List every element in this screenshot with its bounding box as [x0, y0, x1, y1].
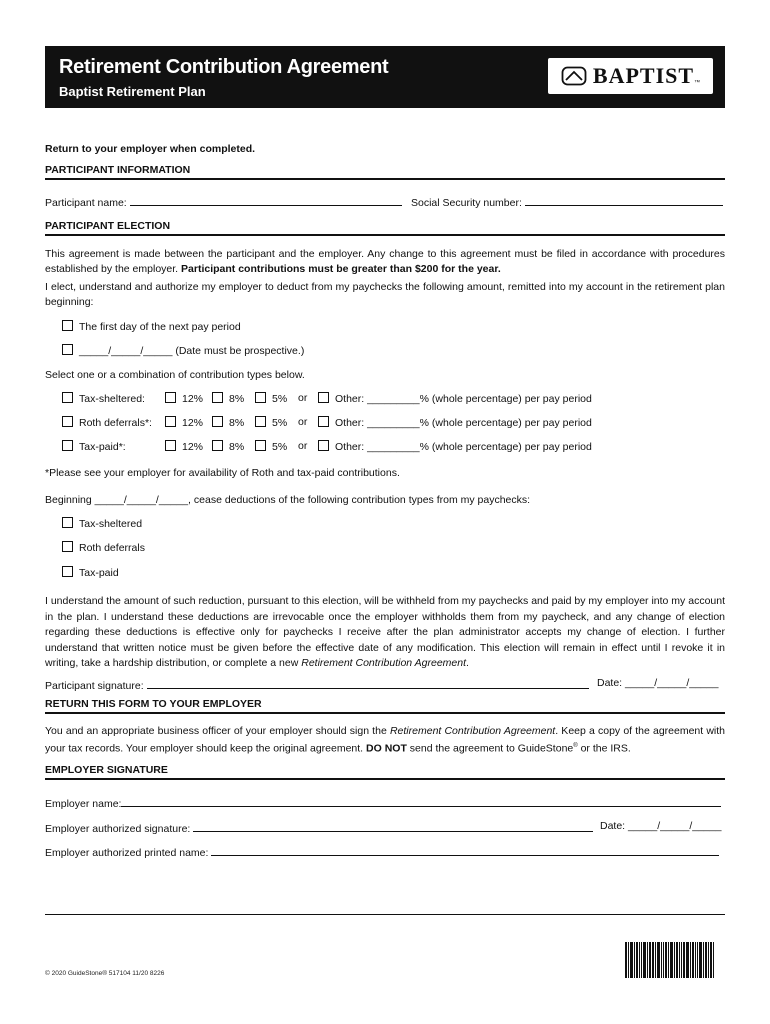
or-text: or [298, 440, 308, 452]
return-text-d: or the IRS. [580, 742, 631, 755]
percent-8: 8% [229, 441, 245, 453]
checkbox[interactable] [318, 440, 329, 451]
cease-option-label: Tax-sheltered [79, 518, 143, 530]
checkbox[interactable] [62, 541, 73, 552]
logo-trademark: ™ [694, 80, 701, 86]
checkbox[interactable] [62, 392, 73, 403]
checkbox[interactable] [212, 392, 223, 403]
option2-label: _____/_____/_____ (Date must be prospective.) [79, 345, 305, 357]
participant-signature-field[interactable] [147, 677, 589, 689]
percent-5: 5% [272, 393, 288, 405]
participant-name-row [45, 194, 402, 209]
percent-12: 12% [182, 393, 204, 405]
checkbox[interactable] [165, 440, 176, 451]
employer-name-label: Employer name: [45, 798, 122, 810]
percent-5: 5% [272, 441, 288, 453]
checkbox[interactable] [255, 392, 266, 403]
other-percent[interactable]: Other: _________% (whole percentage) per pay period [335, 417, 592, 429]
checkbox[interactable] [212, 416, 223, 427]
checkbox[interactable] [212, 440, 223, 451]
form-page [45, 46, 726, 977]
participant-name-field[interactable] [130, 194, 402, 206]
participant-info-heading: PARTICIPANT INFORMATION [45, 164, 725, 180]
ssn-row [411, 194, 723, 209]
cease-option-label: Tax-paid [79, 567, 119, 579]
checkbox[interactable] [318, 416, 329, 427]
employer-name-field[interactable] [121, 795, 721, 807]
contribution-row-tax-sheltered [62, 392, 725, 406]
type-label: Tax-sheltered: [79, 393, 145, 405]
checkbox[interactable] [255, 440, 266, 451]
cease-option-tax-paid[interactable] [62, 566, 119, 579]
ssn-field[interactable] [525, 194, 723, 206]
type-label: Tax-paid*: [79, 441, 126, 453]
other-percent[interactable]: Other: _________% (whole percentage) per pay period [335, 441, 592, 453]
or-text: or [298, 416, 308, 428]
select-prompt: Select one or a combination of contribution types below. [45, 369, 305, 381]
checkbox[interactable] [62, 517, 73, 528]
return-text-italic: Retirement Contribution Agreement [389, 725, 556, 737]
checkbox[interactable] [255, 416, 266, 427]
participant-signature-row [45, 677, 589, 692]
type-label: Roth deferrals*: [79, 417, 152, 429]
checkbox[interactable] [165, 416, 176, 427]
option-specific-date[interactable] [62, 344, 304, 357]
form-title: Retirement Contribution Agreement [59, 56, 389, 78]
church-roof-icon [561, 66, 587, 86]
baptist-logo [548, 58, 713, 94]
roth-footnote: *Please see your employer for availability of Roth and tax-paid contributions. [45, 467, 400, 479]
auth-signature-label: Employer authorized signature: [45, 823, 191, 835]
election-para1-bold: Participant contributions must be greater than $200 for the year. [181, 263, 501, 275]
cease-option-tax-sheltered[interactable] [62, 517, 142, 530]
signature-label: Participant signature: [45, 680, 144, 692]
para3-end: . [466, 657, 469, 669]
election-paragraph-1 [45, 247, 725, 277]
checkbox[interactable] [62, 566, 73, 577]
return-note: Return to your employer when completed. [45, 143, 256, 155]
participant-date[interactable]: Date: _____/_____/_____ [597, 677, 719, 689]
employer-printed-name-field[interactable] [211, 844, 719, 856]
form-subtitle: Baptist Retirement Plan [59, 84, 206, 99]
percent-8: 8% [229, 393, 245, 405]
contribution-row-tax-paid [62, 440, 725, 454]
option-next-pay-period[interactable] [62, 320, 241, 333]
election-para1-text: This agreement is made between the participant and the employer. Any change to this agreement must be filed in accordance with procedures established by the employer. [45, 248, 725, 275]
para3-italic: Retirement Contribution Agreement [301, 657, 467, 669]
printed-name-label: Employer authorized printed name: [45, 847, 209, 859]
employer-signature-heading: EMPLOYER SIGNATURE [45, 764, 725, 780]
employer-name-row [45, 795, 721, 810]
cease-deductions-line[interactable]: Beginning _____/_____/_____, cease deductions of the following contribution types from my paychecks: [45, 494, 531, 506]
percent-12: 12% [182, 441, 204, 453]
checkbox[interactable] [62, 440, 73, 451]
or-text: or [298, 392, 308, 404]
logo-wordmark: BAPTIST [592, 63, 695, 88]
percent-5: 5% [272, 417, 288, 429]
other-percent[interactable]: Other: _________% (whole percentage) per pay period [335, 393, 592, 405]
return-text-bold: DO NOT [366, 742, 407, 755]
checkbox[interactable] [318, 392, 329, 403]
percent-12: 12% [182, 417, 204, 429]
barcode [625, 942, 725, 978]
option1-label: The first day of the next pay period [79, 321, 241, 333]
employer-date[interactable]: Date: _____/_____/_____ [600, 820, 722, 832]
employer-auth-signature-field[interactable] [193, 820, 593, 832]
return-paragraph [45, 724, 725, 757]
para3-text: I understand the amount of such reduction, pursuant to this election, will be withheld from my paychecks and paid by my employer into my account in the plan. I understand these deductions are irrevocable once the employer withholds them from my paycheck, and any change of election regarding these deductions is effective only for paychecks I receive after the plan administrator accepts my change of election. I further understand that written notice must be given before the effective date of any modification. This election will remain in effect until I revoke it in writing, take a hardship distribution, or complete a new [45, 595, 725, 669]
checkbox[interactable] [62, 344, 73, 355]
bottom-rule [45, 914, 725, 915]
footer-code: © 2020 GuideStone® 517104 11/20 8226 [45, 970, 165, 977]
percent-8: 8% [229, 417, 245, 429]
return-form-heading: RETURN THIS FORM TO YOUR EMPLOYER [45, 698, 725, 714]
cease-option-roth[interactable] [62, 541, 145, 554]
election-paragraph-3 [45, 594, 725, 672]
election-paragraph-2: I elect, understand and authorize my employer to deduct from my paychecks the following amount, remitted into my account in the retirement plan beginning: [45, 281, 725, 308]
checkbox[interactable] [62, 416, 73, 427]
header-banner [45, 46, 725, 108]
employer-auth-signature-row [45, 820, 593, 835]
return-text-b: . Keep a copy of the agreement with your tax records. Your employer should keep the original agreement. [45, 725, 726, 755]
registered-mark: ® [573, 743, 578, 749]
return-text-c: send the agreement to GuideStone [409, 742, 574, 755]
employer-printed-name-row [45, 844, 719, 859]
return-text-a: You and an appropriate business officer of your employer should sign the [45, 725, 387, 737]
checkbox[interactable] [62, 320, 73, 331]
participant-election-heading: PARTICIPANT ELECTION [45, 220, 725, 236]
contribution-row-roth [62, 416, 725, 430]
ssn-label: Social Security number: [411, 197, 522, 209]
participant-name-label: Participant name: [45, 197, 127, 209]
cease-option-label: Roth deferrals [79, 542, 145, 554]
checkbox[interactable] [165, 392, 176, 403]
